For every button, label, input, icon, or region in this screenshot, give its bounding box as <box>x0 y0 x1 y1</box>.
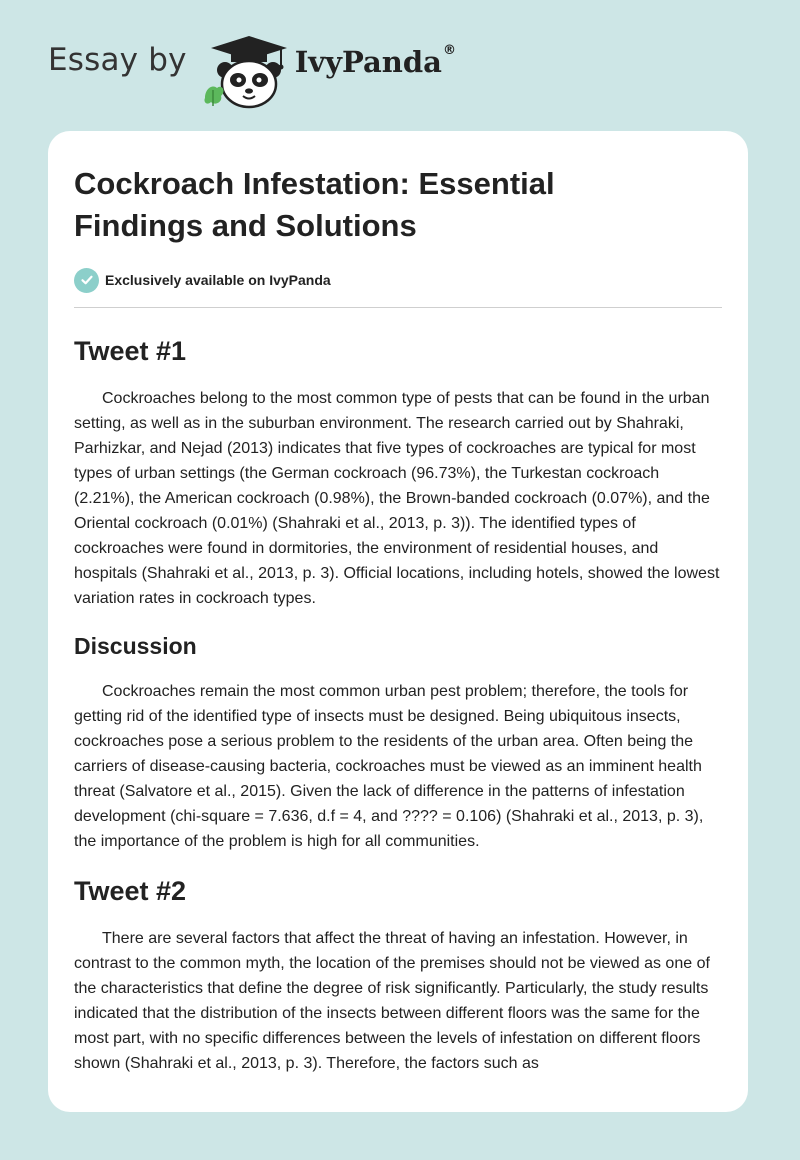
registered-mark: ® <box>442 43 456 58</box>
title-divider <box>74 307 722 308</box>
section-heading-tweet-1: Tweet #1 <box>74 336 187 366</box>
exclusive-badge <box>74 267 722 293</box>
exclusive-label: Exclusively available on IvyPanda <box>105 272 331 288</box>
page-title: Cockroach Infestation: Essential Findings and Solutions <box>74 166 555 243</box>
section-heading-tweet-2: Tweet #2 <box>74 876 187 906</box>
brand-prefix: Essay by <box>48 42 187 78</box>
section-paragraph-tweet-1: Cockroaches belong to the most common type of pests that can be found in the urban setting, as well as in the suburban environment. The research carried out by Shahraki, Parhizkar, and Nejad (2013) indicates that five types of cockroaches are typical for most types of urban settings (the German cockroach (96.73%), the Turkestan cockroach (2.21%), the American cockroach (0.98%), the Brown-banded cockroach (0.07%), and the Oriental cockroach (0.01%) (Shahraki et al., 2013, p. 3)). The identified types of cockroaches were found in dormitories, the environment of residential houses, and hospitals (Shahraki et al., 2013, p. 3). Official locations, including hotels, showed the lowest variation rates in cockroach types. <box>74 390 720 607</box>
section-paragraph-discussion: Cockroaches remain the most common urban pest problem; therefore, the tools for getting rid of the identified type of insects must be designed. Being ubiquitous insects, cockroaches pose a serious problem to the residents of the urban area. Often being the carriers of disease-causing bacteria, cockroaches must be viewed as an imminent health threat (Salvatore et al., 2015). Given the lack of difference in the patterns of infestation development (chi-square = 7.636, d.f = 4, and ???? = 0.106) (Shahraki et al., 2013, p. 3), the importance of the problem is high for all communities. <box>74 683 704 850</box>
site-header <box>48 30 456 110</box>
check-circle-icon <box>74 268 99 293</box>
essay-card <box>48 131 748 1112</box>
brand-name[interactable]: IvyPanda® <box>294 43 456 79</box>
section-paragraph-tweet-2: There are several factors that affect the threat of having an infestation. However, in contrast to the common myth, the location of the premises should not be viewed as one of the characteristics that define the degree of risk significantly. Particularly, the study results indicated that the distribution of the insects between different floors was the same for the most part, with no specific differences between the levels of infestation on different floors shown (Shahraki et al., 2013, p. 3). Therefore, the factors such as <box>74 930 710 1072</box>
panda-graduate-logo-icon[interactable] <box>201 30 293 110</box>
section-heading-discussion: Discussion <box>74 633 197 659</box>
